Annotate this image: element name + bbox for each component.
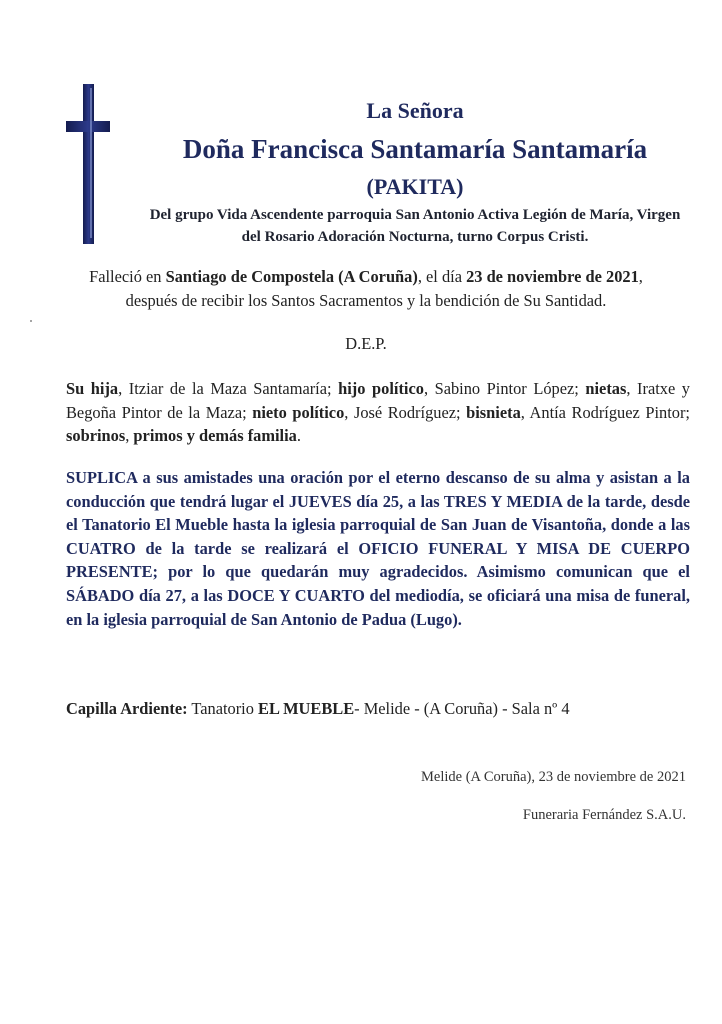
funeral-home: Funeraria Fernández S.A.U. <box>522 807 686 823</box>
chapel-text-1: Tanatorio <box>187 699 259 718</box>
title-prefix: La Señora <box>366 98 464 123</box>
family-val-hija: , Itziar de la Maza Santamaría; <box>118 379 339 398</box>
family-key-primos: primos y demás familia <box>133 426 297 445</box>
chapel-text-2: - Melide - (A Coruña) - Sala nº 4 <box>354 699 570 718</box>
dep-text: D.E.P. <box>345 334 387 353</box>
family-key-bisnieta: bisnieta <box>466 402 521 422</box>
family-val-nieto-politico: , José Rodríguez; <box>344 402 467 422</box>
family-val-sobrinos: , <box>125 426 134 445</box>
scan-speck <box>30 320 32 322</box>
family-key-sobrinos: sobrinos <box>66 426 126 445</box>
family-val-nietas: , Iratxe y Begoña Pintor de la Maza; <box>66 379 691 422</box>
death-place: Santiago de Compostela (A Coruña) <box>165 267 418 286</box>
group-affiliation <box>130 204 700 248</box>
death-line-2: después de recibir los Santos Sacramentos y la bendición de Su Santidad. <box>125 290 607 310</box>
family-key-nietas: nietas <box>585 379 627 398</box>
cross-icon <box>66 84 110 244</box>
place-date: Melide (A Coruña), 23 de noviembre de 2021 <box>421 769 686 785</box>
funeral-request: SUPLICA a sus amistades una oración por el eterno descanso de su alma y asistan a la conducción que tendrá lugar el JUEVES día 25, a las TRES Y MEDIA de la tarde, desde el Tanatorio El Mueble hasta la iglesia parroquial de San Juan de Visantoña, donde a las CUATRO de la tarde se realizará el OFICIO FUNERAL Y MISA DE CUERPO PRESENTE; por lo que quedarán muy agradecidos. Asimismo comunican que el SÁBADO día 27, a las DOCE Y CUARTO del mediodía, se oficiará una misa de funeral, en la iglesia parroquial de San Antonio de Padua (Lugo). <box>66 468 690 629</box>
chapel-venue: EL MUEBLE <box>258 699 355 718</box>
chapel-info <box>66 697 690 721</box>
group-line-2: del Rosario Adoración Nocturna, turno Corpus Cristi. <box>241 229 589 245</box>
family-val-bisnieta: , Antía Rodríguez Pintor; <box>520 402 690 422</box>
death-date: 23 de noviembre de 2021 <box>466 267 639 286</box>
family-key-hija: Su hija <box>66 379 119 398</box>
family-list <box>66 377 690 448</box>
chapel-label: Capilla Ardiente: <box>66 699 188 718</box>
deceased-nickname: (PAKITA) <box>366 174 464 199</box>
deceased-name: Doña Francisca Santamaría Santamaría <box>182 134 648 164</box>
death-text-3: , <box>638 267 643 286</box>
group-line-1: Del grupo Vida Ascendente parroquia San Antonio Activa Legión de María, Virgen <box>149 207 681 223</box>
family-key-hijo-politico: hijo político <box>338 379 424 398</box>
obituary-header <box>130 96 700 248</box>
family-key-nieto-politico: nieto político <box>252 402 345 422</box>
death-notice <box>60 265 672 312</box>
death-text-2: , el día <box>417 267 467 286</box>
family-val-hijo-politico: , Sabino Pintor López; <box>423 379 586 398</box>
death-text-1: Falleció en <box>89 267 166 286</box>
family-val-end: . <box>296 426 301 445</box>
